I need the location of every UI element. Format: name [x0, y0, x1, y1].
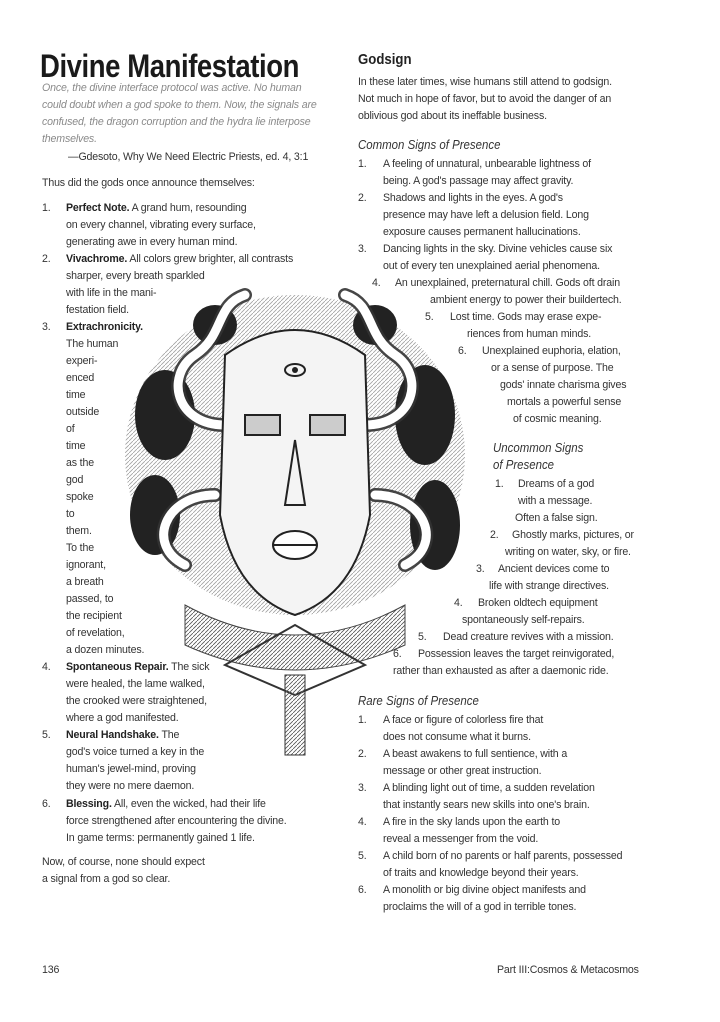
list-item-text: A grand hum, resounding [129, 202, 247, 214]
uncommon-sign-number: 6. [393, 648, 402, 660]
list-number: 1. [42, 202, 51, 214]
list-item-text: The sick [168, 661, 210, 673]
uncommon-sign-line: Ghostly marks, pictures, or [512, 529, 634, 541]
list-item-line: a dozen minutes. [66, 644, 145, 656]
list-item-lead: Extrachronicity. [66, 321, 143, 333]
common-sign-number: 2. [358, 192, 367, 204]
uncommon-sign-number: 1. [495, 478, 504, 490]
epigraph-line: Once, the divine interface protocol was active. No human [42, 82, 302, 94]
list-item-line [66, 199, 247, 217]
uncommon-sign-number: 3. [476, 563, 485, 575]
common-sign-line: presence may have left a delusion field. Long [383, 209, 589, 221]
list-item-lead: Perfect Note. [66, 202, 130, 214]
subheading-common-signs: Common Signs of Presence [358, 137, 501, 152]
rare-sign-number: 2. [358, 748, 367, 760]
page-number: 136 [42, 964, 60, 976]
list-item-line: where a god manifested. [66, 712, 179, 724]
list-item-line: a breath [66, 576, 104, 588]
outro-text: Now, of course, none should expect [42, 856, 205, 868]
list-number: 6. [42, 798, 51, 810]
rare-sign-line: A child born of no parents or half parents, possessed [383, 850, 623, 862]
common-sign-line: A feeling of unnatural, unbearable lightness of [383, 158, 591, 170]
rare-sign-number: 3. [358, 782, 367, 794]
uncommon-sign-line: Dreams of a god [518, 478, 595, 490]
rare-sign-number: 1. [358, 714, 367, 726]
epigraph-line: could doubt when a god spoke to them. Now, the signals are [42, 99, 317, 111]
uncommon-sign-line: with a message. [518, 495, 593, 507]
list-item-line: god [66, 474, 84, 486]
list-item-line: In game terms: permanently gained 1 life. [66, 832, 255, 844]
list-item-line: to [66, 508, 75, 520]
common-sign-line: out of every ten unexplained aerial phenomena. [383, 260, 600, 272]
list-item-line: as the [66, 457, 94, 469]
list-item-lead: Blessing. [66, 798, 112, 810]
epigraph-attribution: —Gdesoto, Why We Need Electric Priests, ed. 4, 3:1 [68, 151, 309, 163]
godsign-intro-line: oblivious god about its ineffable business. [358, 110, 547, 122]
list-item-lead: Vivachrome. [66, 253, 128, 265]
list-item-line: time [66, 389, 86, 401]
rare-sign-line: that instantly sears new skills into one's brain. [383, 799, 590, 811]
uncommon-sign-line: life with strange directives. [489, 580, 609, 592]
list-item-line: outside [66, 406, 100, 418]
section-heading-godsign: Godsign [358, 51, 412, 68]
common-sign-number: 3. [358, 243, 367, 255]
list-item-line: god's voice turned a key in the [66, 746, 205, 758]
page-title: Divine Manifestation [40, 48, 299, 84]
common-sign-line: Shadows and lights in the eyes. A god's [383, 192, 563, 204]
common-sign-number: 6. [458, 345, 467, 357]
common-sign-line: of cosmic meaning. [513, 413, 602, 425]
uncommon-sign-line: Dead creature revives with a mission. [443, 631, 614, 643]
list-item-line: were healed, the lame walked, [66, 678, 205, 690]
intro-text: Thus did the gods once announce themselves: [42, 177, 255, 189]
common-sign-number: 5. [425, 311, 434, 323]
list-item-line: time [66, 440, 86, 452]
section-footer: Part III:Cosmos & Metacosmos [497, 964, 639, 976]
list-item-line: passed, to [66, 593, 114, 605]
list-number: 5. [42, 729, 51, 741]
list-item-lead: Neural Handshake. [66, 729, 159, 741]
list-item-line: on every channel, vibrating every surface, [66, 219, 256, 231]
list-item-line: of revelation, [66, 627, 125, 639]
godsign-intro-line: In these later times, wise humans still attend to godsign. [358, 76, 612, 88]
list-item-line: force strengthened after encountering the divine. [66, 815, 287, 827]
list-item-line [66, 318, 143, 336]
rare-sign-line: message or other great instruction. [383, 765, 542, 777]
epigraph-line: confused, the dragon corruption and the hydra lie interpose [42, 116, 311, 128]
list-item-line: of [66, 423, 75, 435]
rare-sign-line: A monolith or big divine object manifests and [383, 884, 586, 896]
common-sign-line: gods' innate charisma gives [500, 379, 627, 391]
subheading-uncommon-signs-2: of Presence [493, 457, 555, 472]
list-number: 2. [42, 253, 51, 265]
list-number: 3. [42, 321, 51, 333]
list-number: 4. [42, 661, 51, 673]
common-sign-line: Unexplained euphoria, elation, [482, 345, 621, 357]
common-sign-line: mortals a powerful sense [507, 396, 622, 408]
list-item-line: festation field. [66, 304, 129, 316]
uncommon-sign-number: 4. [454, 597, 463, 609]
uncommon-sign-line: writing on water, sky, or fire. [505, 546, 631, 558]
list-item-text: All colors grew brighter, all contrasts [127, 253, 294, 265]
uncommon-sign-line: Ancient devices come to [498, 563, 610, 575]
outro-text: a signal from a god so clear. [42, 873, 171, 885]
uncommon-sign-number: 5. [418, 631, 427, 643]
uncommon-sign-line: Possession leaves the target reinvigorated, [418, 648, 615, 660]
list-item-line [66, 726, 179, 744]
list-item-line: the crooked were straightened, [66, 695, 207, 707]
uncommon-sign-line: Broken oldtech equipment [478, 597, 598, 609]
common-sign-number: 1. [358, 158, 367, 170]
rare-sign-number: 6. [358, 884, 367, 896]
rare-sign-line: A fire in the sky lands upon the earth to [383, 816, 561, 828]
list-item-line [66, 795, 266, 813]
rare-sign-line: reveal a messenger from the void. [383, 833, 539, 845]
rare-sign-line: of traits and knowledge beyond their years. [383, 867, 579, 879]
rare-sign-line: A beast awakens to full sentience, with a [383, 748, 568, 760]
uncommon-sign-line: spontaneously self-repairs. [462, 614, 585, 626]
list-item-lead: Spontaneous Repair. [66, 661, 169, 673]
list-item-line: generating awe in every human mind. [66, 236, 238, 248]
rare-sign-line: does not consume what it burns. [383, 731, 531, 743]
list-item-text: The [158, 729, 180, 741]
common-sign-line: An unexplained, preternatural chill. Gods oft drain [395, 277, 620, 289]
common-sign-number: 4. [372, 277, 381, 289]
common-sign-line: ambient energy to power their buildertech. [430, 294, 622, 306]
rare-sign-line: A blinding light out of time, a sudden revelation [383, 782, 595, 794]
common-sign-line: riences from human minds. [467, 328, 592, 340]
list-item-line: spoke [66, 491, 94, 503]
list-item-line: them. [66, 525, 92, 537]
epigraph-line: themselves. [42, 133, 97, 145]
common-sign-line: Lost time. Gods may erase expe- [450, 311, 602, 323]
list-item-line: the recipient [66, 610, 122, 622]
list-item-line: with life in the mani- [66, 287, 157, 299]
uncommon-sign-line: rather than exhausted as after a daemonic ride. [393, 665, 609, 677]
common-sign-line: exposure causes permanent hallucinations. [383, 226, 581, 238]
list-item-line: they were no mere daemon. [66, 780, 195, 792]
uncommon-sign-number: 2. [490, 529, 499, 541]
list-item-line [66, 250, 293, 268]
common-sign-line: being. A god's passage may affect gravity. [383, 175, 574, 187]
list-item-line: sharper, every breath sparkled [66, 270, 205, 282]
list-item-line: To the [66, 542, 94, 554]
list-item-line: enced [66, 372, 95, 384]
rare-sign-number: 5. [358, 850, 367, 862]
rare-sign-number: 4. [358, 816, 367, 828]
rare-sign-line: proclaims the will of a god in terrible tones. [383, 901, 577, 913]
list-item-line: human's jewel-mind, proving [66, 763, 196, 775]
list-item-line: experi- [66, 355, 98, 367]
common-sign-line: or a sense of purpose. The [491, 362, 614, 374]
godsign-intro-line: Not much in hope of favor, but to avoid the danger of an [358, 93, 612, 105]
list-item-line: ignorant, [66, 559, 106, 571]
uncommon-sign-line: Often a false sign. [515, 512, 598, 524]
list-item-text: All, even the wicked, had their life [111, 798, 266, 810]
common-sign-line: Dancing lights in the sky. Divine vehicles cause six [383, 243, 613, 255]
list-item-line: The human [66, 338, 119, 350]
rare-sign-line: A face or figure of colorless fire that [383, 714, 544, 726]
subheading-rare-signs: Rare Signs of Presence [358, 693, 479, 708]
list-item-line [66, 658, 209, 676]
subheading-uncommon-signs: Uncommon Signs [493, 440, 584, 455]
